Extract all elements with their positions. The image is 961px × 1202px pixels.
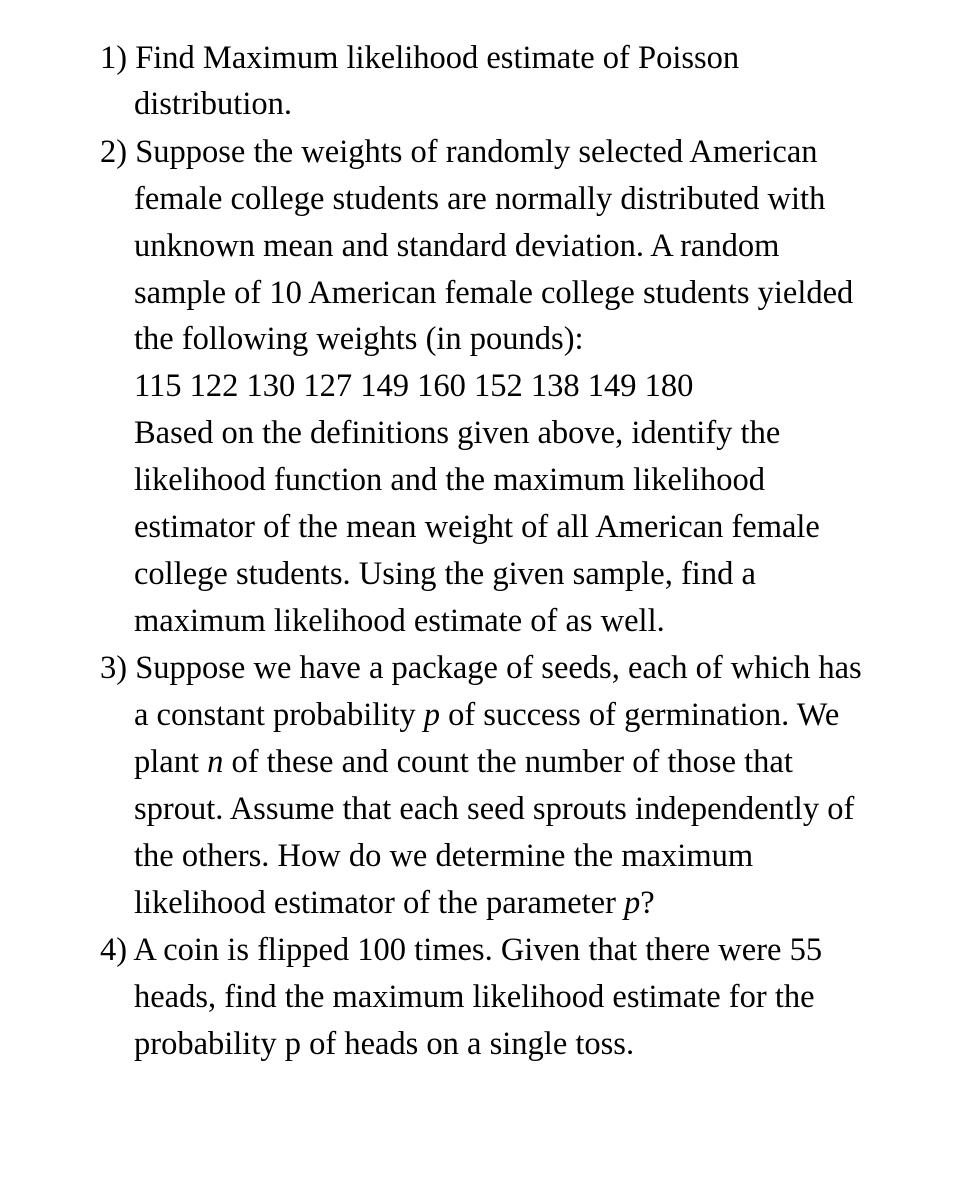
weights-data-line: 115 122 130 127 149 160 152 138 149 180 bbox=[134, 368, 694, 404]
variable-n: n bbox=[207, 744, 224, 780]
question-1-number: 1) bbox=[100, 40, 128, 76]
question-2-line-1 bbox=[100, 132, 818, 172]
question-2-line-3: unknown mean and standard deviation. A random bbox=[134, 228, 780, 264]
question-3-text-2b: of success of germination. We bbox=[439, 697, 840, 733]
question-2-line-9: estimator of the mean weight of all American female bbox=[134, 509, 820, 545]
question-2-line-5: the following weights (in pounds): bbox=[134, 321, 584, 357]
question-2-line-10: college students. Using the given sample, find a bbox=[134, 556, 756, 592]
question-3-text-1: Suppose we have a package of seeds, each of which has bbox=[135, 650, 862, 686]
question-2-line-2: female college students are normally distributed with bbox=[134, 181, 826, 217]
question-3-number: 3) bbox=[100, 650, 128, 686]
question-3-line-5: the others. How do we determine the maximum bbox=[134, 838, 754, 874]
question-4-line-2: heads, find the maximum likelihood estimate for the bbox=[134, 979, 815, 1015]
question-2-line-8: likelihood function and the maximum likelihood bbox=[134, 462, 765, 498]
question-1-line-1 bbox=[100, 38, 739, 78]
question-3-line-1 bbox=[100, 648, 862, 688]
question-3-line-2 bbox=[134, 695, 839, 735]
question-3-text-6a: likelihood estimator of the parameter bbox=[134, 885, 625, 921]
question-4-line-3: probability p of heads on a single toss. bbox=[134, 1026, 635, 1062]
question-1-text-1: Find Maximum likelihood estimate of Poisson bbox=[135, 40, 740, 76]
question-2-line-7: Based on the definitions given above, identify the bbox=[134, 415, 781, 451]
question-3-text-2a: a constant probability bbox=[134, 697, 424, 733]
question-3-text-3a: plant bbox=[134, 744, 208, 780]
question-3-line-3 bbox=[134, 742, 793, 782]
question-3-line-6 bbox=[134, 883, 655, 923]
question-4-text-1: A coin is flipped 100 times. Given that there were 55 bbox=[133, 932, 823, 968]
question-1-line-2: distribution. bbox=[134, 86, 292, 122]
question-2-line-11: maximum likelihood estimate of as well. bbox=[134, 603, 665, 639]
question-3-text-6b: ? bbox=[640, 885, 655, 921]
variable-p: p bbox=[423, 697, 440, 733]
question-2-number: 2) bbox=[100, 134, 128, 170]
question-2-line-4: sample of 10 American female college students yielded bbox=[134, 275, 854, 311]
question-3-text-3b: of these and count the number of those that bbox=[223, 744, 793, 780]
question-4-number: 4) bbox=[100, 932, 128, 968]
variable-p-2: p bbox=[624, 885, 641, 921]
question-2-text-1: Suppose the weights of randomly selected American bbox=[135, 134, 818, 170]
question-3-line-4: sprout. Assume that each seed sprouts independently of bbox=[134, 791, 855, 827]
question-4-line-1 bbox=[100, 930, 822, 970]
